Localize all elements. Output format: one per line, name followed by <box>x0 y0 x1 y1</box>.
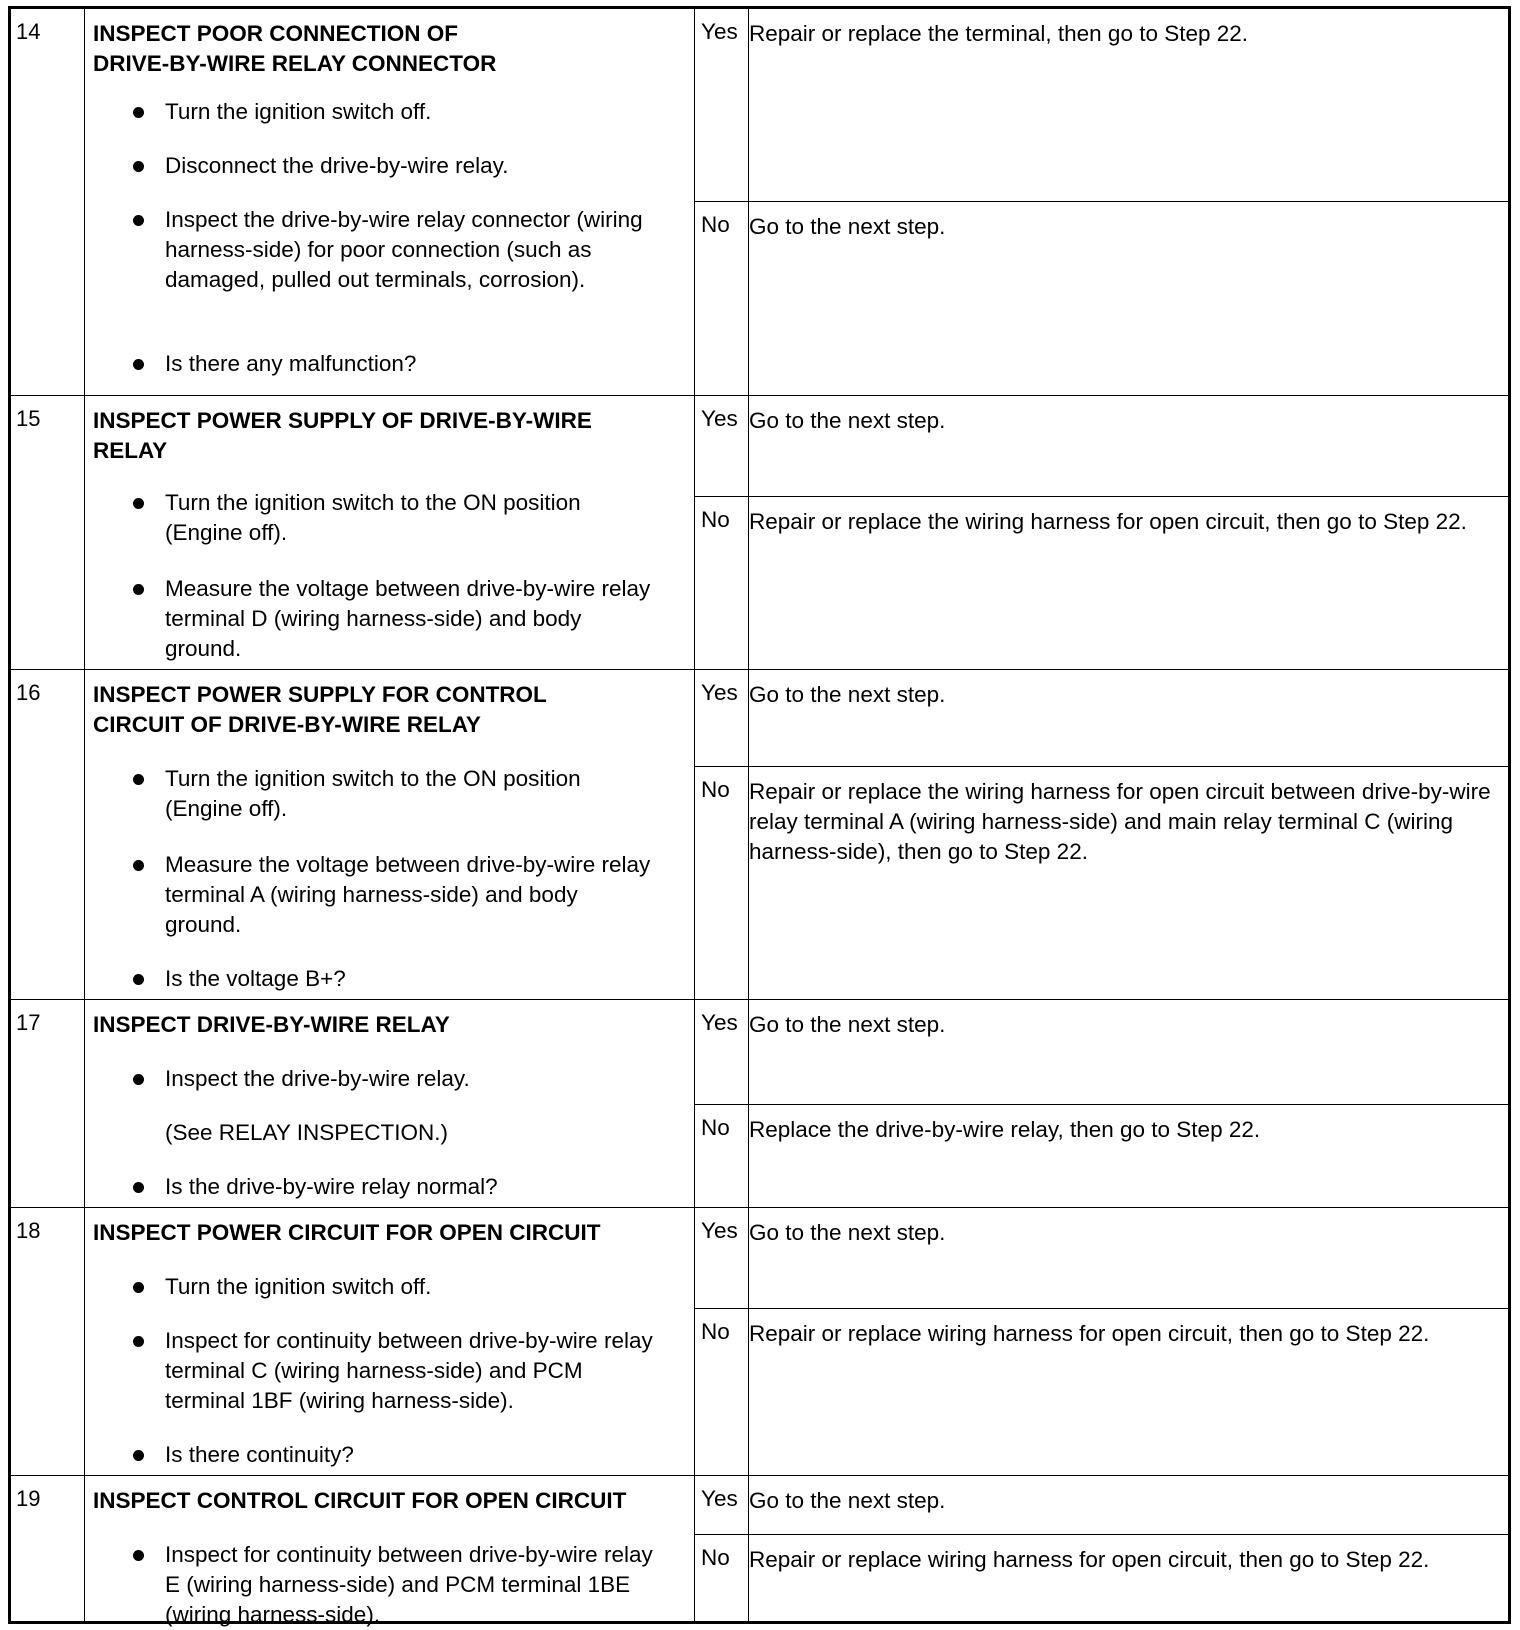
yes-action: Go to the next step. <box>749 682 946 707</box>
no-label: No <box>695 1309 749 1476</box>
step-title-line: INSPECT POWER CIRCUIT FOR OPEN CIRCUIT <box>93 1220 601 1245</box>
step-title-line: INSPECT DRIVE-BY-WIRE RELAY <box>93 1012 450 1037</box>
step-description-cell <box>85 1476 695 1627</box>
step-number-cell <box>11 1208 85 1476</box>
no-action: Replace the drive-by-wire relay, then go to Step 22. <box>749 1117 1261 1142</box>
bullet-icon <box>133 1450 144 1461</box>
yes-label: Yes <box>695 396 749 496</box>
step-number: 18 <box>16 1218 41 1243</box>
no-label: No <box>695 1535 749 1622</box>
step-title-line: INSPECT POWER SUPPLY OF DRIVE-BY-WIRE <box>93 408 592 433</box>
yes-label: Yes <box>695 1476 749 1534</box>
bullet-text: Is there continuity? <box>165 1442 354 1467</box>
step-title <box>93 1010 689 1040</box>
step-row-18 <box>11 1207 1508 1476</box>
step-title <box>93 1218 689 1248</box>
step-title-line: INSPECT POOR CONNECTION OF <box>93 21 459 46</box>
yes-branch <box>695 1208 1508 1308</box>
step-number-cell <box>11 9 85 395</box>
bullet-text: Measure the voltage between drive-by-wire relay terminal A (wiring harness-side) and body ground. <box>165 852 651 937</box>
no-label: No <box>695 202 749 395</box>
bullet-icon <box>133 1336 144 1347</box>
step-row-16 <box>11 669 1508 1000</box>
step-title-line: DRIVE-BY-WIRE RELAY CONNECTOR <box>93 51 497 76</box>
no-branch <box>695 1308 1508 1476</box>
step-title <box>93 1486 689 1516</box>
step-title-line: CIRCUIT OF DRIVE-BY-WIRE RELAY <box>93 712 481 737</box>
no-label: No <box>695 1105 749 1208</box>
step-number: 16 <box>16 680 41 705</box>
no-action: Repair or replace the wiring harness for open circuit, then go to Step 22. <box>749 509 1467 534</box>
no-branch <box>695 201 1508 395</box>
bullet-icon <box>133 107 144 118</box>
yes-branch <box>695 1000 1508 1104</box>
no-branch <box>695 766 1508 1000</box>
step-row-15 <box>11 395 1508 670</box>
procedure-table <box>8 6 1511 1627</box>
bullet-text: Turn the ignition switch to the ON position (Engine off). <box>165 766 581 821</box>
step-number: 14 <box>16 19 41 44</box>
yes-branch <box>695 9 1508 201</box>
bullet-text: Inspect for continuity between drive-by-wire relay terminal C (wiring harness-side) and PCM terminal 1BF (wiring harness-side). <box>165 1328 653 1413</box>
step-title-line: INSPECT POWER SUPPLY FOR CONTROL <box>93 682 547 707</box>
step-title <box>93 406 689 466</box>
step-number: 19 <box>16 1486 41 1511</box>
bullet-text: Is there any malfunction? <box>165 351 417 376</box>
bullet-icon <box>133 1074 144 1085</box>
bullet-text: Disconnect the drive-by-wire relay. <box>165 153 509 178</box>
yes-action: Go to the next step. <box>749 1012 946 1037</box>
bullet-icon <box>133 161 144 172</box>
no-branch <box>695 1104 1508 1208</box>
yes-branch <box>695 1476 1508 1534</box>
yes-label: Yes <box>695 9 749 201</box>
step-description-cell <box>85 1000 695 1208</box>
bullet-text: Measure the voltage between drive-by-wire relay terminal D (wiring harness-side) and body ground. <box>165 576 651 661</box>
bullet-icon <box>133 359 144 370</box>
no-branch <box>695 496 1508 670</box>
step-title <box>93 19 689 79</box>
yes-label: Yes <box>695 670 749 766</box>
yes-action: Go to the next step. <box>749 408 946 433</box>
step-row-17 <box>11 999 1508 1208</box>
step-row-19 <box>11 1475 1508 1627</box>
no-action: Repair or replace wiring harness for open circuit, then go to Step 22. <box>749 1321 1430 1346</box>
bullet-text: Turn the ignition switch to the ON position (Engine off). <box>165 490 581 545</box>
no-action: Repair or replace wiring harness for open circuit, then go to Step 22. <box>749 1547 1430 1572</box>
yes-label: Yes <box>695 1000 749 1104</box>
step-number-cell <box>11 396 85 670</box>
bullet-icon <box>133 1550 144 1561</box>
step-number-cell <box>11 1000 85 1208</box>
step-title <box>93 680 689 740</box>
step-title-line: INSPECT CONTROL CIRCUIT FOR OPEN CIRCUIT <box>93 1488 627 1513</box>
bullet-icon <box>133 215 144 226</box>
bullet-icon <box>133 1282 144 1293</box>
step-number-cell <box>11 670 85 1000</box>
step-number: 17 <box>16 1010 41 1035</box>
yes-branch <box>695 396 1508 496</box>
bullet-icon <box>133 584 144 595</box>
bullet-text: Is the voltage B+? <box>165 966 346 991</box>
yes-action: Repair or replace the terminal, then go to Step 22. <box>749 21 1249 46</box>
step-description-cell <box>85 396 695 670</box>
step-number-cell <box>11 1476 85 1622</box>
bullet-text: Turn the ignition switch off. <box>165 1274 432 1299</box>
bullet-text: Inspect the drive-by-wire relay connector (wiring harness-side) for poor connection (such as damaged, pulled out terminals, corrosion). <box>165 207 643 292</box>
bullet-icon <box>133 1182 144 1193</box>
bullet-icon <box>133 974 144 985</box>
step-description-cell <box>85 1208 695 1476</box>
bullet-icon <box>133 860 144 871</box>
no-label: No <box>695 497 749 670</box>
step-description-cell <box>85 9 695 395</box>
bullet-text: Inspect for continuity between drive-by-wire relay E (wiring harness-side) and PCM terminal 1BE (wiring harness-side). <box>165 1542 653 1627</box>
step-number: 15 <box>16 406 41 431</box>
bullet-text: Is the drive-by-wire relay normal? <box>165 1174 498 1199</box>
yes-action: Go to the next step. <box>749 1220 946 1245</box>
yes-label: Yes <box>695 1208 749 1308</box>
no-label: No <box>695 767 749 1000</box>
step-note: (See RELAY INSPECTION.) <box>165 1120 448 1145</box>
step-description-cell <box>85 670 695 1000</box>
yes-action: Go to the next step. <box>749 1488 946 1513</box>
bullet-icon <box>133 498 144 509</box>
no-branch <box>695 1534 1508 1622</box>
no-action: Repair or replace the wiring harness for open circuit between drive-by-wire relay terminal A (wiring harness-side) and main relay terminal C (wiring harness-side), then go to Step 22. <box>749 779 1491 864</box>
bullet-icon <box>133 774 144 785</box>
no-action: Go to the next step. <box>749 214 946 239</box>
step-row-14 <box>11 9 1508 395</box>
step-title-line: RELAY <box>93 438 168 463</box>
yes-branch <box>695 670 1508 766</box>
bullet-text: Inspect the drive-by-wire relay. <box>165 1066 470 1091</box>
bullet-text: Turn the ignition switch off. <box>165 99 432 124</box>
